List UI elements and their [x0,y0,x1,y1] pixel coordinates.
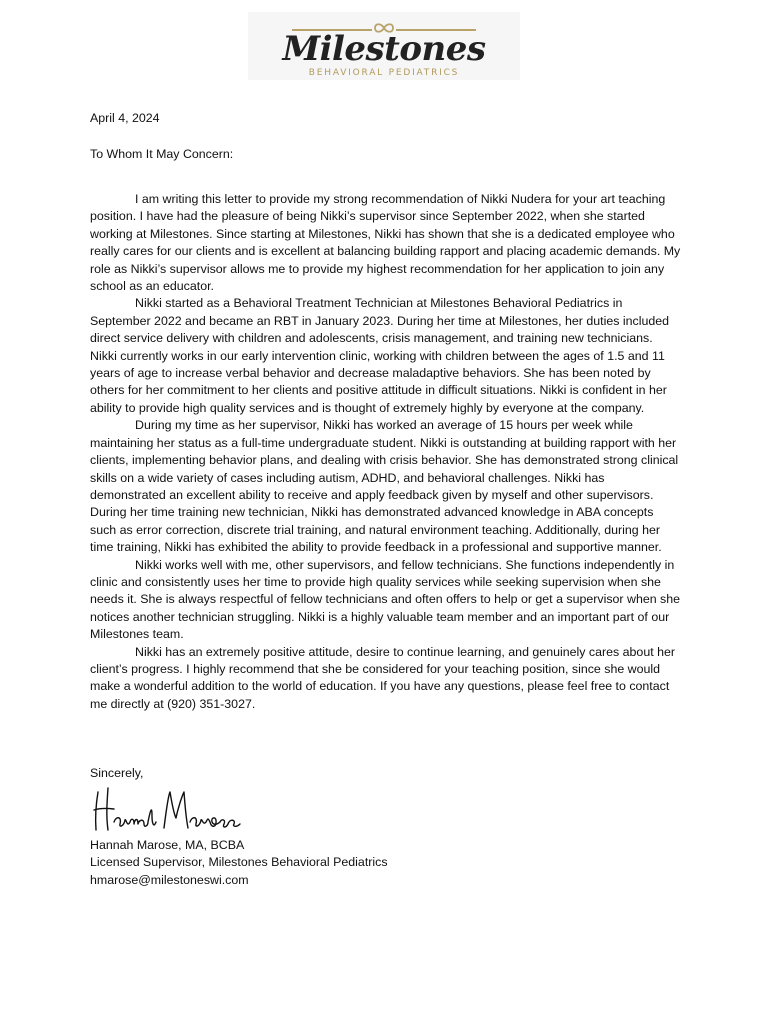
body-paragraph: I am writing this letter to provide my strong recommendation of Nikki Nudera for your art teaching position. I have had the pleasure of being Nikki’s supervisor since September 2022, when she started working at Milestones. Since starting at Milestones, Nikki has shown that she is a dedicated employee who really cares for our clients and is excellent at balancing building rapport and placing academic demands. My role as Nikki’s supervisor allows me to provide my highest recommendation for her application to join any school as an educator. [90,192,681,294]
signer-name: Hannah Marose, MA, BCBA [90,838,245,852]
body-paragraph: Nikki has an extremely positive attitude, desire to continue learning, and genuinely cares about her client’s progress. I highly recommend that she be considered for your teaching position, since she would make a wonderful addition to the world of education. If you have any questions, please feel free to contact me directly at (920) 351-3027. [90,644,675,711]
letter-body [90,191,682,713]
letterhead-logo [248,12,520,80]
handwritten-signature [90,782,250,838]
signature-block [90,837,682,889]
body-paragraph: During my time as her supervisor, Nikki has worked an average of 15 hours per week while maintaining her status as a full-time undergraduate student. Nikki is outstanding at building rapport with her clients, implementing behavior plans, and dealing with crisis behavior. She has demonstrated strong clinical skills on a wide variety of cases including autism, ADHD, and behavioral challenges. Nikki has demonstrated an excellent ability to receive and apply feedback given by myself and other supervisors. During her time training new technician, Nikki has demonstrated advanced knowledge in ABA concepts such as error correction, discrete trial training, and natural environment teaching. Additionally, during her time training, Nikki has exhibited the ability to provide feedback in a professional and supportive manner. [90,418,679,555]
signer-title: Licensed Supervisor, Milestones Behavioral Pediatrics [90,855,388,870]
letter-closing: Sincerely, [90,766,144,780]
body-paragraph: Nikki started as a Behavioral Treatment Technician at Milestones Behavioral Pediatrics in September 2022 and became an RBT in January 2023. During her time at Milestones, her duties included direct service delivery with children and adolescents, crisis management, and training new technicians. Nikki currently works in our early intervention clinic, working with children between the ages of 1.5 and 11 years of age to increase verbal behavior and decrease maladaptive behaviors. She has been noted by others for her commitment to her clients and positive attitude in difficult situations. Nikki is confident in her ability to provide high quality services and is thought of extremely highly by everyone at the company. [90,296,670,415]
letter-date: April 4, 2024 [90,111,160,125]
signer-email[interactable]: hmarose@milestoneswi.com [90,872,249,887]
body-paragraph: Nikki works well with me, other supervisors, and fellow technicians. She functions independently in clinic and consistently uses her time to provide high quality services while seeking supervision when she needs it. She is always respectful of fellow technicians and often offers to help or get a supervisor when she notices another technician struggling. Nikki is a highly valuable team member and an important part of our Milestones team. [90,557,681,642]
letter-salutation: To Whom It May Concern: [90,147,234,161]
brand-subtitle: BEHAVIORAL PEDIATRICS [308,68,460,78]
brand-name: Milestones [282,29,486,69]
